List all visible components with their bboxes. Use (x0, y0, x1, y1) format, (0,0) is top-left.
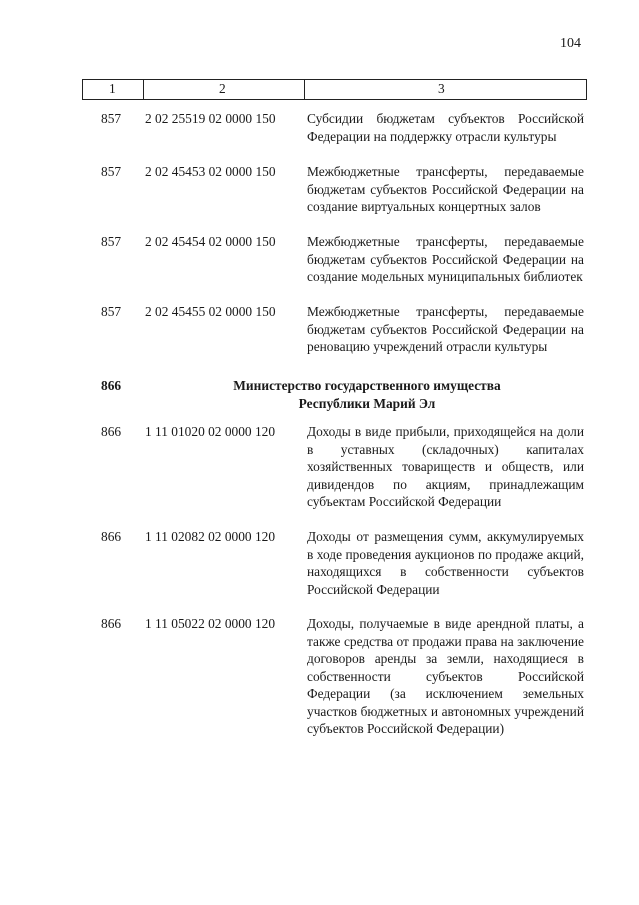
income-code: 1 11 05022 02 0000 120 (145, 616, 276, 631)
admin-code: 857 (101, 164, 122, 179)
income-code: 1 11 02082 02 0000 120 (145, 529, 276, 544)
income-description: Субсидии бюджетам субъектов Российской Федерации на поддержку отрасли культуры (307, 111, 584, 144)
header-divider (143, 80, 144, 99)
income-description: Межбюджетные трансферты, передаваемые бюджетам субъектов Российской Федерации на создание модельных муниципальных библиотек (307, 234, 584, 284)
header-col2: 2 (219, 81, 226, 96)
table-header (82, 79, 587, 100)
income-description: Межбюджетные трансферты, передаваемые бюджетам субъектов Российской Федерации на создание виртуальных концертных залов (307, 164, 584, 214)
admin-code: 857 (101, 234, 122, 249)
income-description: Доходы в виде прибыли, приходящейся на доли в уставных (складочных) капиталах хозяйственных товариществ и обществ, или дивидендов по акциям, принадлежащим субъектам Российской Федерации (307, 424, 584, 509)
income-code: 1 11 01020 02 0000 120 (145, 424, 276, 439)
income-code: 2 02 45454 02 0000 150 (145, 234, 276, 249)
admin-code: 857 (101, 304, 122, 319)
admin-code: 866 (101, 616, 122, 631)
income-description: Доходы, получаемые в виде арендной платы, а также средства от продажи права на заключение договоров аренды за земли, находящиеся в собственности субъектов Российской Федерации (за исключением земельных участков бюджетных и автономных учреждений субъектов Российской Федерации) (307, 616, 584, 736)
header-col3: 3 (438, 81, 445, 96)
header-divider (304, 80, 305, 99)
section-title: Министерство государственного имущества Республики Марий Эл (233, 378, 501, 411)
admin-code: 857 (101, 111, 122, 126)
income-code: 2 02 45453 02 0000 150 (145, 164, 276, 179)
income-code: 2 02 45455 02 0000 150 (145, 304, 276, 319)
section-code: 866 (101, 378, 122, 393)
admin-code: 866 (101, 424, 122, 439)
income-description: Межбюджетные трансферты, передаваемые бюджетам субъектов Российской Федерации на реновацию учреждений отрасли культуры (307, 304, 584, 354)
income-code: 2 02 25519 02 0000 150 (145, 111, 276, 126)
header-col1: 1 (109, 81, 116, 96)
page-number: 104 (560, 36, 581, 51)
income-description: Доходы от размещения сумм, аккумулируемых в ходе проведения аукционов по продаже акций, находящихся в собственности субъектов Российской Федерации (307, 529, 584, 597)
admin-code: 866 (101, 529, 122, 544)
